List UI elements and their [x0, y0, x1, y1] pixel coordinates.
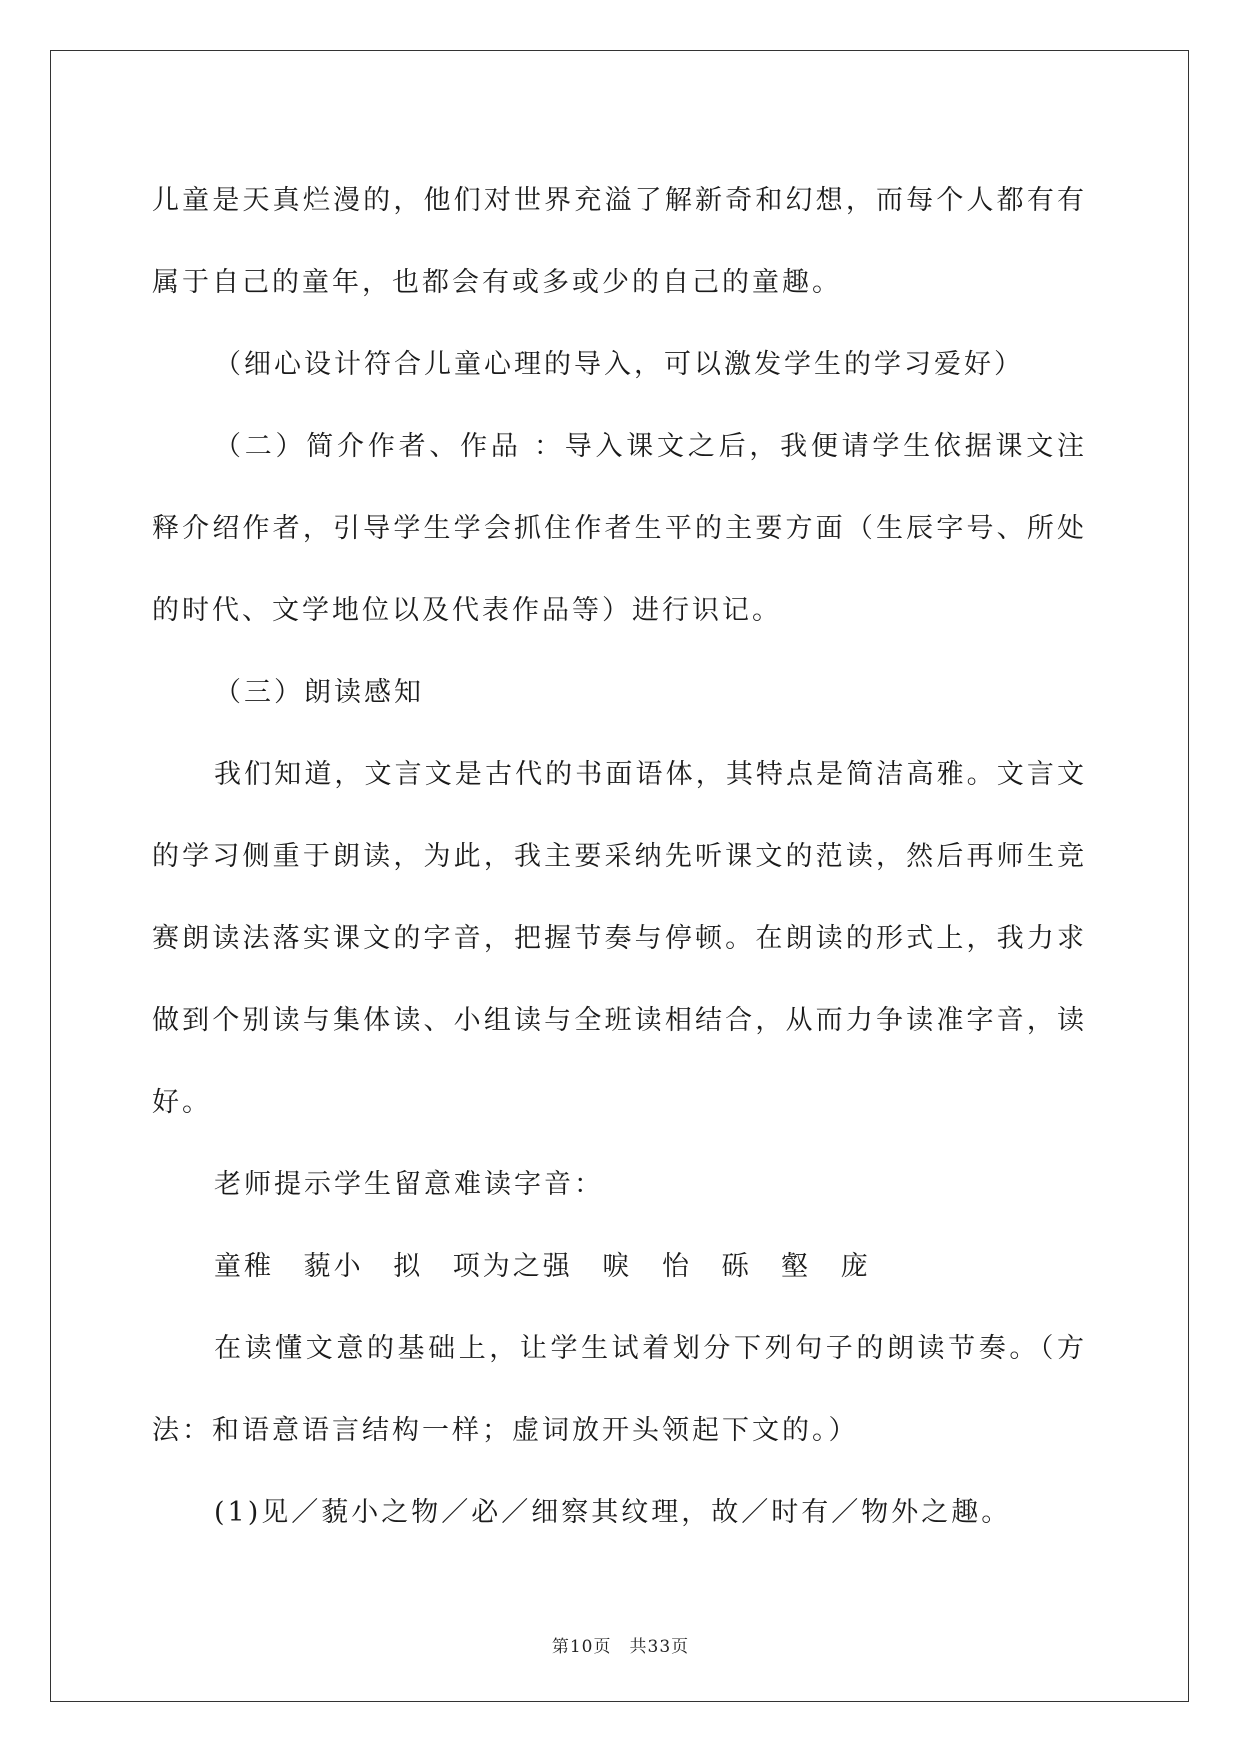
vocab-word: 拟 [393, 1251, 424, 1282]
vocab-word: 藐小 [303, 1251, 364, 1282]
vocabulary-list [152, 1226, 1087, 1308]
page-total: 共33页 [629, 1637, 690, 1657]
vocab-word: 怡 [661, 1251, 692, 1282]
vocab-word: 童稚 [214, 1251, 274, 1282]
paragraph-pronunciation-tip: 老师提示学生留意难读字音： [214, 1169, 604, 1200]
paragraph-rhythm-exercise: 在读懂文意的基础上，让学生试着划分下列句子的朗读节奏。（方法：和语意语言结构一样；虚词放开头领起下文的。） [152, 1333, 1087, 1446]
paragraph-reading-method: 我们知道，文言文是古代的书面语体，其特点是简洁高雅。文言文的学习侧重于朗读，为此，我主要采纳先听课文的范读，然后再师生竞赛朗读法落实课文的字音，把握节奏与停顿。在朗读的形式上，我力求做到个别读与集体读、小组读与全班读相结合，从而力争读准字音，读好。 [152, 759, 1087, 1118]
page-number: 第10页 [551, 1637, 612, 1657]
vocab-word: 项为之强 [452, 1251, 573, 1282]
vocab-word: 唳 [602, 1251, 633, 1282]
paragraph-author-intro: （二）简介作者、作品 ：导入课文之后，我便请学生依据课文注释介绍作者，引导学生学会抓住作者生平的主要方面（生辰字号、所处的时代、文学地位以及代表作品等）进行识记。 [152, 431, 1087, 626]
vocab-word: 庞 [840, 1251, 871, 1282]
paragraph-design-note: （细心设计符合儿童心理的导入，可以激发学生的学习爱好） [214, 349, 1024, 380]
page-footer [0, 1632, 1241, 1657]
section-heading-reading: （三）朗读感知 [214, 677, 424, 708]
document-body [152, 160, 1087, 1554]
vocab-word: 壑 [781, 1251, 812, 1282]
vocab-word: 砾 [721, 1251, 752, 1282]
example-sentence-1: (1)见／藐小之物／必／细察其纹理，故／时有／物外之趣。 [214, 1497, 1012, 1528]
paragraph-intro: 儿童是天真烂漫的，他们对世界充溢了解新奇和幻想，而每个人都有有属于自己的童年，也都会有或多或少的自己的童趣。 [152, 185, 1087, 298]
